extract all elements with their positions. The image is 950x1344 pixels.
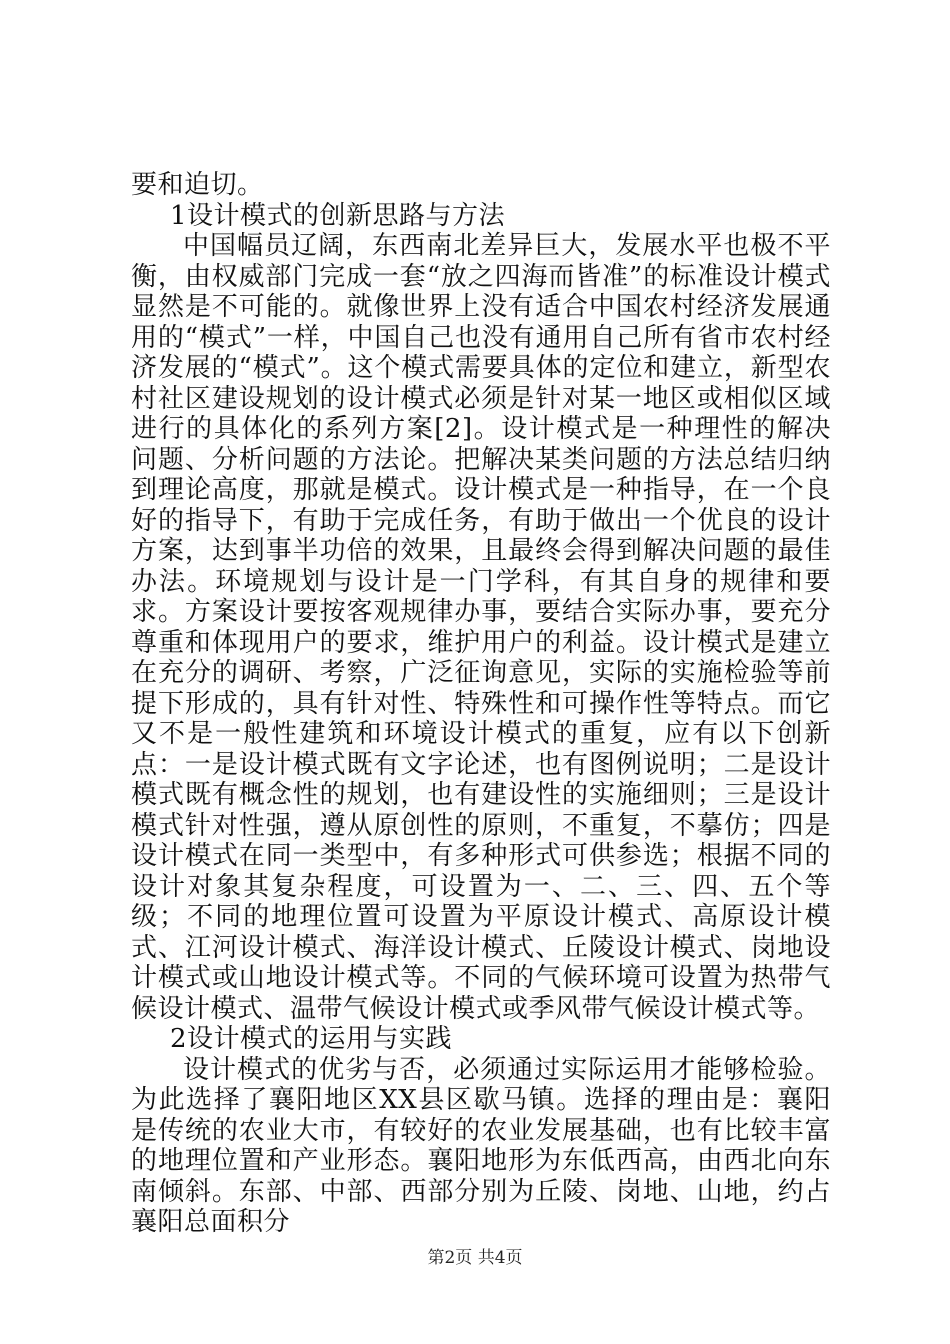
continuation-text: 要和迫切。 [131,170,264,200]
section-paragraph-1: 中国幅员辽阔，东西南北差异巨大，发展水平也极不平衡，由权威部门完成一套“放之四海而皆准”的标准设计模式显然是不可能的。就像世界上没有适合中国农村经济发展通用的“模式”一样，中国自己也没有通用自己所有省市农村经济发展的“模式”。这个模式需要具体的定位和建立，新型农村社区建设规划的设计模式必须是针对某一地区或相似区域进行的具体化的系列方案[2]。设计模式是一种理性的解决问题、分析问题的方法论。把解决某类问题的方法总结归纳到理论高度，那就是模式。设计模式是一种指导，在一个良好的指导下，有助于完成任务，有助于做出一个优良的设计方案，达到事半功倍的效果，且最终会得到解决问题的最佳办法。环境规划与设计是一门学科，有其自身的规律和要求。方案设计要按客观规律办事，要结合实际办事，要充分尊重和体现用户的要求，维护用户的利益。设计模式是建立在充分的调研、考察，广泛征询意见，实际的实施检验等前提下形成的，具有针对性、特殊性和可操作性等特点。而它又不是一般性建筑和环境设计模式的重复，应有以下创新点：一是设计模式既有文字论述，也有图例说明；二是设计模式既有概念性的规划，也有建设性的实施细则；三是设计模式针对性强，遵从原创性的原则，不重复，不摹仿；四是设计模式在同一类型中，有多种形式可供参选；根据不同的设计对象其复杂程度，可设置为一、二、三、四、五个等级；不同的地理位置可设置为平原设计模式、高原设计模式、江河设计模式、海洋设计模式、丘陵设计模式、岗地设计模式或山地设计模式等。不同的气候环境可设置为热带气候设计模式、温带气候设计模式或季风带气候设计模式等。 [131,231,831,1024]
page-footer: 第2页 共4页 [427,1248,523,1268]
document-body [131,170,831,1238]
section-paragraph-2: 设计模式的优劣与否，必须通过实际运用才能够检验。为此选择了襄阳地区XX县区歇马镇。选择的理由是：襄阳是传统的农业大市，有较好的农业发展基础，也有比较丰富的地理位置和产业形态。襄阳地形为东低西高，由西北向东南倾斜。东部、中部、西部分别为丘陵、岗地、山地，约占襄阳总面积分 [131,1054,831,1237]
section-heading-2: 2设计模式的运用与实践 [170,1024,453,1054]
section-heading-1: 1设计模式的创新思路与方法 [170,200,506,231]
